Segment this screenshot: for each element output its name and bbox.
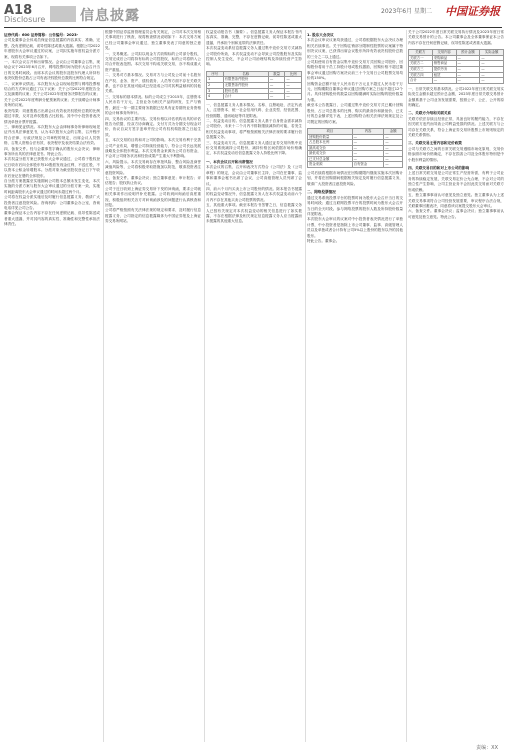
table-row (308, 151, 403, 157)
body-paragraph: 自分派方案披露至实施期间公司股本总额未发生变化，本次实施的分派方案与股东大会审议通过的分派方案一致，实施时间距离股东大会审议通过的时间未超过两个月。 (4, 178, 100, 194)
page-number-label: A18 (4, 3, 33, 18)
table-row (409, 78, 504, 84)
table-cell: 提供劳务 (432, 67, 456, 73)
newspaper-masthead: 中国证券报 (445, 5, 500, 18)
section-heading: 三、关联交易主要内容和定价政策 (408, 141, 462, 146)
table-cell: 回购股份数量 (308, 134, 353, 140)
column-divider (103, 30, 104, 742)
body-paragraph: 公司与关联方之间的日常关联交易遵循市场化原则，交易价格参照市场价格确定，不存在损害公司及全体股东特别是中小股东利益的情形。 (408, 146, 504, 162)
body-paragraph: 本次股东大会审议的议案对中小投资者表决情况进行了单独计票，中小投资者是指除上市公司董事、监事、高级管理人员以及单独或者合计持有公司5%以上股份的股东以外的其他股东。 (307, 217, 403, 238)
body-paragraph: 四、备查文件。经与会董事签字确认的股东大会决议；律师事务所出具的法律意见书。特此公告。 (4, 146, 100, 156)
table-cell: — (456, 61, 480, 67)
table-row (308, 140, 403, 146)
table-cell: — (384, 151, 403, 157)
table-cell: — (268, 88, 285, 94)
data-table (206, 71, 302, 100)
body-paragraph: 一、交易概述。公司拟以现金方式收购标的公司部分股权，交易完成后公司将持有标的公司控股权，标的公司将纳入公司合并报表范围。本次交易不构成关联交易，亦不构成重大资产重组。 (105, 51, 201, 72)
body-paragraph: 公司后续将根据市场情况在回购期限内继续实施本次回购计划，并将在回购期间根据相关规定及时履行信息披露义务，敬请广大投资者注意投资风险。 (307, 171, 403, 186)
table-cell: 资金来源 (308, 162, 353, 168)
table-cell: 有限售条件股份 (223, 77, 268, 83)
table-cell: 2 (207, 83, 224, 89)
table-cell: 最高成交价 (308, 145, 353, 151)
table-cell: 关联方一 (409, 55, 433, 61)
text-column-5 (408, 30, 504, 742)
table-cell: — (285, 83, 302, 89)
table-header-cell: 项目 (308, 128, 353, 134)
table-cell: 采购商品 (432, 55, 456, 61)
table-cell: — (456, 55, 480, 61)
table-row (308, 145, 403, 151)
text-column-3 (206, 30, 302, 742)
issue-date: 2023年6月 星期二 (381, 8, 432, 15)
table-cell: — (268, 77, 285, 83)
section-heading: 一、本次会议召开和出席情况 (206, 159, 253, 164)
body-paragraph: 董事会保证本公告内容不存在任何虚假记载、误导性陈述或者重大遗漏，并对其内容的真实性、准确性和完整性承担法律责任。 (4, 211, 100, 227)
body-paragraph: 一、日常关联交易基本情况。公司2022年度日常关联交易实际发生金额未超过预计总金额，2023年度日常关联交易预计金额系基于公司业务发展需要，按照公平、公正、公开的原则确定。 (408, 86, 504, 107)
table-cell: — (285, 94, 302, 100)
data-table (307, 128, 403, 168)
table-cell: — (480, 67, 504, 73)
table-cell: — (480, 78, 504, 84)
body-paragraph: 二、权益变动目的。信息披露义务人基于自身资金需求减持公司股份，未来十二个月内不排除继续减持的可能，若发生相关权益变动事项，将严格按照相关法律法规的要求履行信息披露义务。 (206, 119, 302, 140)
table-header-cell: 交易内容 (432, 50, 456, 56)
table-header-cell: 名称 (223, 71, 268, 77)
table-cell: — (352, 145, 384, 151)
body-paragraph: 一、本次会议召开和出席情况。会议由公司董事会召集，现场会议于2023年6月召开，网络投票时间为股东大会召开当日的交易时间段。出席本次会议的股东及股东代理人所持有表决权股份总数占公司有表决权股份总数的比例符合规定。 (4, 60, 100, 81)
section-heading: 证券代码：600 证券简称：公告编号：2023- (4, 33, 79, 37)
table-row (207, 94, 302, 100)
body-paragraph: 关于公司2022年度日常关联交易执行情况及2023年度日常关联交易预计的公告。本公司董事会及全体董事保证本公告内容不存在任何虚假记载、误导性陈述或者重大遗漏。 (408, 30, 504, 45)
table-cell: 占总股本比例 (308, 140, 353, 146)
body-paragraph: 截至本公告披露日，公司通过集中竞价交易方式已累计回购股份，占公司总股本的比例、购买的最高价和最低价、已支付的总金额详见下表，上述回购符合相关法律法规规定及公司既定的回购方案。 (307, 103, 403, 124)
body-paragraph: 本次权益变动系信息披露义务人通过集中竞价交易方式减持公司股份所致，本次权益变动不会导致公司控股股东及实际控制人发生变化，不会对公司治理结构及持续经营产生影响。 (206, 46, 302, 67)
editor-credit: 责编：XX (476, 745, 498, 751)
body-paragraph: 回购资金总额不低于人民币若干万元且不超过人民币若干万元，回购期限自董事会审议通过回购方案之日起不超过12个月。具体回购股份的数量以回购期满时实际回购的股份数量为准。 (307, 81, 403, 102)
table-cell: — (352, 151, 384, 157)
body-paragraph: 三、律师见证情况。本次股东大会由律师事务所律师现场见证并出具法律意见书，认为本次股东大会的召集、召开程序符合法律、行政法规及公司章程的规定，出席会议人员资格、召集人资格合法有效，表决程序及表决结果合法有效。 (4, 124, 100, 146)
table-cell: — (384, 162, 403, 168)
table-cell: — (285, 88, 302, 94)
table-row (308, 134, 403, 140)
table-cell: — (480, 61, 504, 67)
table-cell: — (352, 140, 384, 146)
body-paragraph: 公司将严格按照有关法律法规的规定和要求，及时履行信息披露义务，公司指定的信息披露媒体为中国证券报及上海证券交易所网站。 (105, 208, 201, 224)
table-cell: — (352, 156, 384, 162)
table-cell: 合计 (409, 78, 433, 84)
body-paragraph: 本次会议的召集、召开和表决方式符合《公司法》及《公司章程》的规定，会议由公司董事长主持，公司在任董事、监事和董事会秘书出席了会议，公司高级管理人员列席了会议。 (206, 165, 302, 186)
text-column-4 (307, 30, 403, 742)
body-paragraph: 五、本次交易的目的和对公司的影响。本次交易有利于完善公司产业布局，增强公司持续经营能力，符合公司长远发展战略及全体股东利益。本次交易资金来源为公司自有资金，不会对公司财务状况和经营成果产生重大不利影响。 (105, 138, 201, 159)
section-heading: 四、关联交易目的和对上市公司的影响 (408, 166, 470, 171)
table-cell: — (456, 78, 480, 84)
section-logo-block (50, 6, 76, 22)
table-header-cell: 金额 (384, 128, 403, 134)
column-divider (204, 30, 205, 742)
table-cell: 已支付总金额 (308, 156, 353, 162)
table-cell: 合计 (223, 94, 268, 100)
body-paragraph: 关联方依法存续且经营正常，具备良好的履约能力，不存在因关联方违约而导致公司利益受损的情况。上述关联方与公司存在关联关系，符合上海证券交易所股票上市规则规定的关联关系情形。 (408, 116, 504, 138)
header-rule (4, 27, 502, 28)
table-cell: — (268, 83, 285, 89)
section-heading: 二、网络投票情况 (307, 190, 336, 195)
page-sub-label: Disclosure (4, 15, 46, 24)
body-paragraph: 上述日常关联交易是公司正常生产经营所需，有利于公司业务的持续稳定发展，关联交易定价公允合理，不会对公司的独立性产生影响，公司主营业务不会因此类交易而对关联方形成依赖。 (408, 171, 504, 192)
table-cell: 关联方四 (409, 72, 433, 78)
body-paragraph: 六、风险提示。本次交易尚存在审批风险、整合风险及商誉减值风险等，公司将积极采取措施加以防范，敬请投资者注意投资风险。 (105, 159, 201, 175)
section-heading: 1. 股东大会决议 (307, 33, 334, 37)
body-paragraph: 公司拟使用自有资金以集中竞价交易方式回购公司股份，回购股份将用于员工持股计划或股权激励，回购价格不超过董事会审议通过回购方案决议前三十个交易日公司股票交易均价的150%。 (307, 60, 403, 81)
page-header (0, 0, 506, 26)
page-footer (0, 744, 506, 750)
table-header-cell: 实际金额 (480, 50, 504, 56)
body-paragraph: 公司于近日收到上海证券交易所下发的问询函，要求公司就相关事项作出说明并补充披露。公司收到问询函后高度重视，积极组织相关各方对问询函涉及的问题进行认真核查和回复。 (105, 186, 201, 207)
table-header-cell: 预计金额 (456, 50, 480, 56)
text-column-1 (4, 30, 100, 742)
body-paragraph: 通过交易系统投票平台的投票时间为股东大会召开当日的交易时间段；通过互联网投票平台的投票时间为股东大会召开当日的全天时段。参与网络投票的股东人数及所持股份数量详见附表。 (307, 195, 403, 216)
body-paragraph: 公司及董事会全体成员保证信息披露的内容真实、准确、完整，没有虚假记载、误导性陈述或重大遗漏。根据公司2022年度股东大会审议通过的议案，公司拟实施年度权益分派方案，现将有关事项公告如下。 (4, 38, 100, 59)
table-cell: 4 (207, 94, 224, 100)
text-column-2 (105, 30, 201, 742)
body-paragraph: 本次会议审议议案均获通过，公司将根据股东大会决议办理相关后续事宜。关于回购注销部分限制性股票的议案属于特别决议议案，已获得出席会议股东所持有效表决权股份总数的三分之二以上通过。 (307, 38, 403, 59)
table-cell: — (384, 145, 403, 151)
table-cell: — (268, 94, 285, 100)
body-paragraph: 根据中国证券监督管理委员会有关规定，公司对本次交易相关事项进行了核查，现将核查情况说明如下：本次交易方案已经公司董事会审议通过，独立董事发表了同意的独立意见。 (105, 30, 201, 51)
table-cell: — (384, 134, 403, 140)
section-heading: 二、关联方介绍和关联关系 (408, 111, 452, 116)
column-divider (305, 30, 306, 742)
body-paragraph: 五、独立董事事前认可意见及独立意见。独立董事认为上述关联交易事项符合公司经营发展需要，审议程序合法合规，关联董事回避表决，同意将该议案提交股东大会审议。 (408, 193, 504, 208)
table-header-cell: 数量 (268, 71, 285, 77)
body-paragraph: 四、前六个月内买卖上市公司股份的情况。除本报告书披露的权益变动情况外，信息披露义务人在本次权益变动前六个月内不存在其他买卖公司股票的情况。 (206, 186, 302, 202)
table-header-cell: 比例 (285, 71, 302, 77)
table-cell: 关联方三 (409, 67, 433, 73)
table-cell: — (384, 140, 403, 146)
body-paragraph: 五、其他重大事项。截至本报告书签署之日，信息披露义务人已按有关规定对本次权益变动的相关信息进行了如实披露，不存在根据法律及相关规定信息披露义务人应当披露而未披露的其他重大信息。 (206, 203, 302, 224)
table-cell: 租赁 (432, 72, 456, 78)
body-paragraph: 表决结果：同意股数占出席会议有效表决权股份总数的比例超过半数，反对及弃权股数占比较低。其中中小投资者表决情况单独计票并披露。 (4, 108, 100, 124)
body-paragraph: 一、信息披露义务人基本情况。名称、注册地址、法定代表人、注册资本、统一社会信用代码、企业类型、经营范围、经营期限、通讯地址等详见附表。 (206, 102, 302, 118)
table-cell: — (480, 72, 504, 78)
body-paragraph: 权益变动报告书（摘要）。信息披露义务人保证本报告书内容真实、准确、完整，不存在虚假记载、误导性陈述或重大遗漏，并承担个别和连带的法律责任。 (206, 30, 302, 45)
body-paragraph: 二、议案审议情况。本次股东大会以现场投票与网络投票相结合的方式审议通过了以下议案：关于公司2022年度报告全文及摘要的议案；关于公司2022年度财务决算报告的议案；关于公司2022年度利润分配预案的议案；关于续聘会计师事务所的议案。 (4, 81, 100, 108)
table-cell: 最低成交价 (308, 151, 353, 157)
body-paragraph: 四、交易协议的主要内容。交易价格以评估机构出具的评估报告为依据，经双方协商确定。支付方式为分期支付现金对价，协议自双方签字盖章并经公司有权机构批准之日起生效。 (105, 116, 201, 137)
table-header-cell: 关联方 (409, 50, 433, 56)
body-paragraph: 公司将在权益分派实施后及时履行信息披露义务，敬请广大投资者注意投资风险。咨询机构：公司董事会办公室，咨询电话详见公司公告。 (4, 195, 100, 210)
body-paragraph: 七、备查文件。董事会决议；独立董事意见；审计报告；评估报告；股权转让协议。 (105, 175, 201, 186)
table-cell: 股份总数 (223, 88, 268, 94)
column-divider (406, 30, 407, 742)
table-cell: — (480, 55, 504, 61)
table-cell: 关联方二 (409, 61, 433, 67)
body-paragraph: 本次权益分派方案已获股东大会审议通过，公司将于股权登记日收市后向全体股东每10股派发现金红利，不送红股，不以资本公积金转增股本。分派对象为截至股权登记日下午收市后登记在册的全体股东。 (4, 157, 100, 178)
table-cell: 自有资金 (352, 162, 384, 168)
table-header-cell: 序号 (207, 71, 224, 77)
table-cell: 3 (207, 88, 224, 94)
data-table (408, 49, 504, 84)
table-cell: — (456, 72, 480, 78)
table-cell: — (432, 78, 456, 84)
table-header-cell: 内容 (352, 128, 384, 134)
body-paragraph: 三、权益变动方式。信息披露义务人通过证券交易所集中竞价交易系统减持公司股份，减持价格区间依据市场价格确定，本次权益变动后信息披露义务人持股比例下降。 (206, 140, 302, 156)
body-paragraph: 特此公告。董事会。 (307, 238, 340, 243)
body-paragraph: 三、交易标的基本情况。标的公司成立于2015年，注册资本人民币若干万元，主营业务为相关产品的研发、生产与销售，最近一年一期主要财务数据已经具有证券期货业务资格的会计师事务所审计。 (105, 94, 201, 116)
table-cell: — (456, 67, 480, 73)
table-row (308, 162, 403, 168)
table-cell: — (285, 77, 302, 83)
table-cell: — (384, 156, 403, 162)
body-paragraph: 六、备查文件。董事会决议；监事会决议；独立董事事前认可意见及独立意见。特此公告。 (408, 209, 504, 219)
table-cell: 1 (207, 77, 224, 83)
table-cell: 无限售条件股份 (223, 83, 268, 89)
table-cell: — (352, 134, 384, 140)
body-paragraph: 二、交易对方基本情况。交易对方与公司及公司前十名股东在产权、业务、资产、债权债务、人员等方面不存在关联关系，也不存在其他可能或已经造成公司对其利益倾斜的其他关系。 (105, 73, 201, 94)
section-title: 信息披露 (80, 8, 140, 24)
table-cell: 销售商品 (432, 61, 456, 67)
